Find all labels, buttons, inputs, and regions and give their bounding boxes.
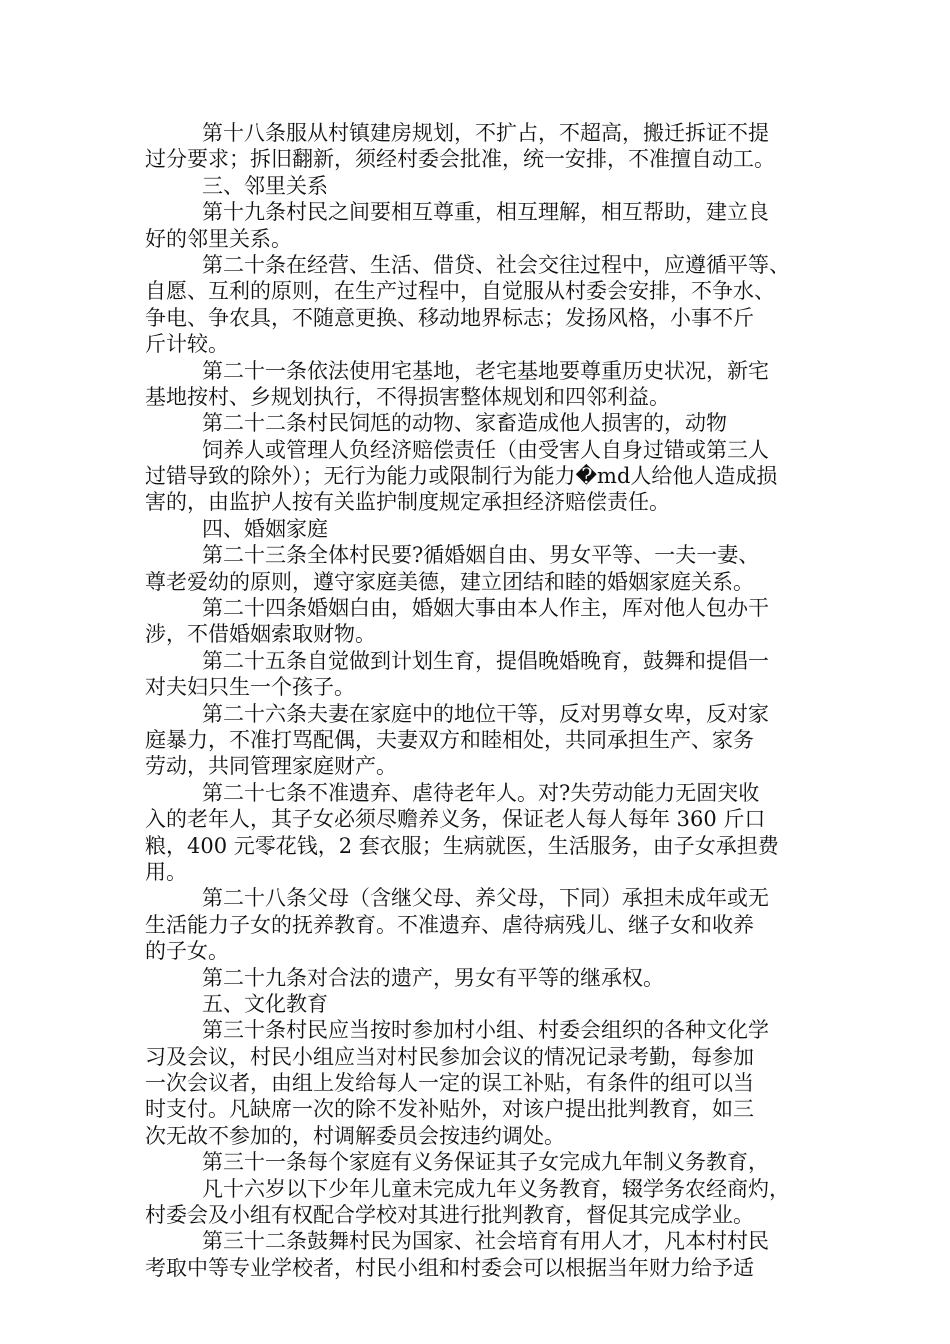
text-line: 村委会及小组有权配合学校对其进行批判教育，督促其完成学业。 <box>145 1203 754 1228</box>
text-line: 时支付。凡缺席一次的除不发补贴外，对该户提出批判教育，如三 <box>145 1097 754 1122</box>
text-line: 对夫妇只生一个孩子。 <box>145 675 355 700</box>
text-line: 五、文化教育 <box>202 991 328 1016</box>
text-line: 习及会议，村民小组应当对村民参加会议的情况记录考勤，每参加 <box>145 1044 754 1069</box>
document-body <box>145 120 825 1281</box>
text-line: 过错导致的除外）；无行为能力或限制行为能力�md人给他人造成损 <box>145 464 778 489</box>
text-line: 三、邻里关系 <box>202 173 328 198</box>
text-line: 生活能力子女的抚养教育。不准遗弃、虐待病残儿、继子女和收养 <box>145 912 754 937</box>
text-line: 第三十二条鼓舞村民为国家、社会培育有用人才，凡本村村民 <box>202 1229 769 1254</box>
text-line: 第三十条村民应当按时参加村小组、村委会组织的各种文化学 <box>202 1018 769 1043</box>
text-line: 四、婚姻家庭 <box>202 516 328 541</box>
text-line: 饲养人或管理人负经济赔偿责任（由受害人自身过错或第三人 <box>202 437 769 462</box>
text-line: 自愿、互利的原则，在生产过程中，自觉服从村委会安排，不争水、 <box>145 279 775 304</box>
text-line: 好的邻里关系。 <box>145 226 292 251</box>
text-line: 考取中等专业学校者，村民小组和村委会可以根据当年财力给予适 <box>145 1255 754 1280</box>
text-line: 第二十五条自觉做到计划生育，提倡晚婚晚育，鼓舞和提倡一 <box>202 648 769 673</box>
text-line: 第二十四条婚姻白由，婚姻大事由本人作主，厍对他人包办干 <box>202 596 769 621</box>
text-line: 过分要求；拆旧翻新，须经村委会批准，统一安排，不准擅自动工。 <box>145 147 775 172</box>
text-line: 第二十八条父母（含继父母、养父母，下同）承担未成年或无 <box>202 886 769 911</box>
text-line: 入的老年人，其子女必须尽赡养义务，保证老人每人每年 360 斤口 <box>145 807 766 832</box>
text-line: 第十八条服从村镇建房规划，不扩占，不超高，搬迁拆证不提 <box>202 121 769 145</box>
text-line: 尊老爱幼的原则，遵守家庭美德，建立团结和睦的婚姻家庭关系。 <box>145 569 754 594</box>
text-line: 涉，不借婚姻索取财物。 <box>145 622 376 647</box>
text-line: 的子女。 <box>145 939 229 964</box>
text-line: 第二十七条不准遗弃、虐待老年人。对?失劳动能力无固宊收 <box>202 780 760 805</box>
text-line: 第二十九条对合法的遗产，男女有平等的继承权。 <box>202 965 664 990</box>
text-line: 争电、争农具，不随意更换、移动地界标志；发扬风格，小事不斤 <box>145 305 754 330</box>
text-line: 基地按村、乡规划执行，不得损害整体规划和四邻利益。 <box>145 384 670 409</box>
text-line: 第二十六条夫妻在家庭中的地位干等，反对男尊女卑，反对家 <box>202 701 769 726</box>
text-line: 庭暴力，不准打骂配偶，夫妻双方和睦相处，共同承担生产、家务 <box>145 727 754 752</box>
text-line: 第二十二条村民饲尪的动物、家畜造成他人损害的，动物 <box>202 411 727 436</box>
text-line: 用。 <box>145 859 187 884</box>
text-line: 第二十条在经营、生活、借贷、社会交往过程中，应遵循平等、 <box>202 252 790 277</box>
text-line: 凡十六岁以下少年儿童未完成九年义务教育，辍学务农经商灼， <box>202 1176 790 1201</box>
text-line: 粮，400 元零花钱，2 套衣服；生病就医，生活服务，由子女承担费 <box>145 833 779 858</box>
text-line: 一次会议者，由组上发给每人一定的误工补贴，有条件的组可以当 <box>145 1071 754 1096</box>
text-line: 次无故不参加的，村调解委员会按违约调处。 <box>145 1123 565 1148</box>
text-line: 害的，由监护人按有关监护制度规定承担经济赔偿责任。 <box>145 490 670 515</box>
text-line: 斤计较。 <box>145 332 229 357</box>
text-line: 第二十一条依法使用宅基地，老宅基地要尊重历史状况，新宅 <box>202 358 769 383</box>
text-line: 第二十三条全体村民要?循婚姻自由、男女平等、一夫一妻、 <box>202 543 760 568</box>
text-line: 劳动，共同管理家庭财产。 <box>145 754 397 779</box>
text-line: 第十九条村民之间要相互尊重，相互理解，相互帮助，建立良 <box>202 200 769 225</box>
text-line: 第三十一条每个家庭有义务保证其子女完成九年制义务教育， <box>202 1150 769 1175</box>
